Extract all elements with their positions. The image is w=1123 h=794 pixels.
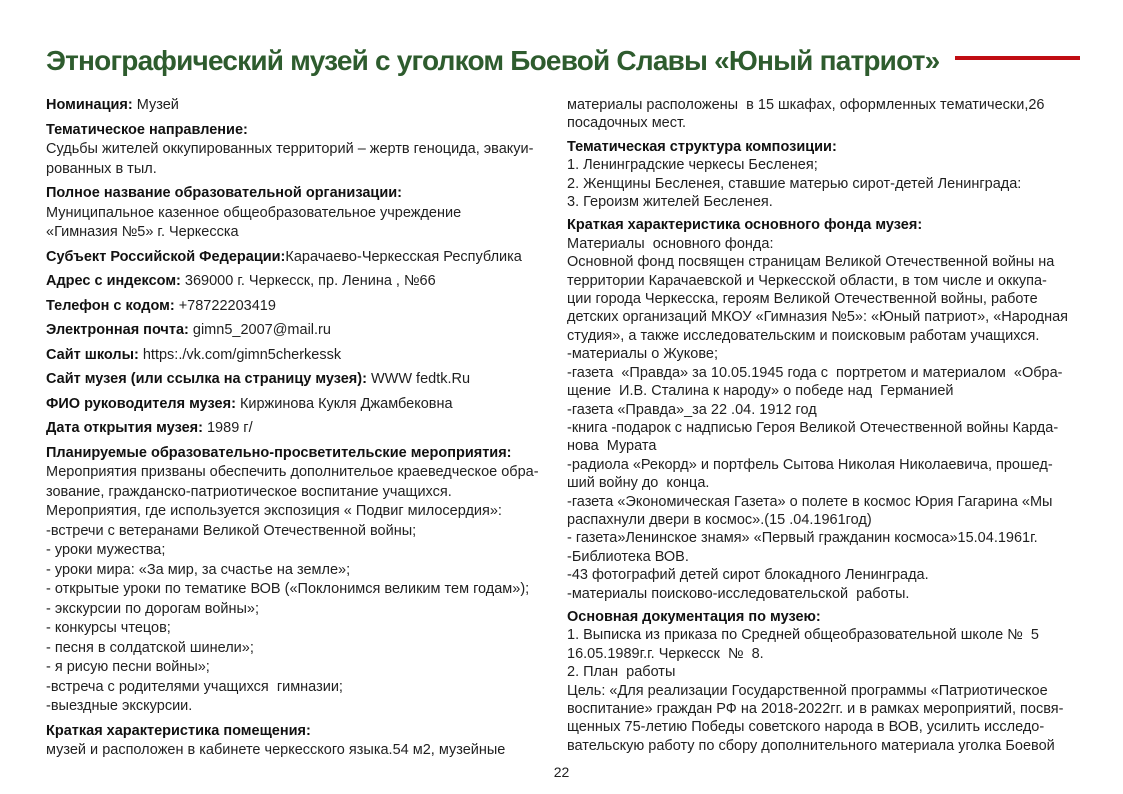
section-heading: Тематическое направление: [46,121,248,138]
text-line: «Гимназия №5» г. Черкесска [46,224,239,240]
text-line: 2. План работы [567,664,676,681]
text-line: 1. Ленинградские черкесы Бесленея; [567,157,818,174]
field-email [46,321,552,341]
section-thematic-structure [567,138,1080,212]
field-label: Телефон с кодом: [46,297,175,314]
text-line: -газета «Экономическая Газета» о полете в космос Юрия Гагарина «Мы [567,493,1053,510]
text-line: -встречи с ветеранами Великой Отечественной войны; [46,522,417,539]
text-line: -выездные экскурсии. [46,698,193,714]
text-line: вательскую работу по сбору дополнительного материала уголка Боевой [567,737,1055,754]
text-line: материалы расположены в 15 шкафах, оформленных тематически,26 [567,97,1045,113]
text-line: - уроки мужества; [46,542,166,558]
field-phone [46,297,552,317]
text-line: -газета «Правда»_за 22 .04. 1912 год [567,401,817,418]
text-line: -радиола «Рекорд» и портфель Сытова Николая Николаевича, прошед- [567,456,1053,473]
section-organization-name [46,184,552,243]
title-accent-rule [955,56,1080,60]
text-line: детских организаций МКОУ «Гимназия №5»: «Юный патриот», «Народная [567,309,1068,326]
field-value: WWW fedtk.Ru [366,371,471,387]
field-value: gimn5_2007@mail.ru [188,322,331,338]
section-main-fund [567,216,1080,603]
section-planned-events [46,444,552,717]
field-opening-date [46,419,552,439]
section-lines [567,96,1080,133]
text-line: зование, гражданско-патриотическое воспитание учащихся. [46,483,452,500]
text-line: нова Мурата [567,438,657,455]
text-line: -встреча с родителями учащихся гимназии; [46,678,343,695]
page-number: 22 [553,764,570,780]
field-nomination [46,96,552,116]
title-row [46,44,1080,78]
section-lines [46,204,552,243]
page-title: Этнографический музей с уголком Боевой Славы «Юный патриот» [46,45,940,76]
field-label: Адрес с индексом: [46,273,181,289]
section-heading: Полное название образовательной организации: [46,185,402,201]
field-federation-subject [46,248,552,268]
text-line: -43 фотографий детей сирот блокадного Ленинграда. [567,567,929,584]
field-label: Номинация: [46,97,133,113]
text-line: студия», а также исследовательским и поисковым работам учащихся. [567,327,1040,344]
text-line: Судьбы жителей оккупированных территорий – жертв геноцида, эвакуи- [46,141,534,157]
field-value: 369000 г. Черкесск, пр. Ленина , №66 [180,273,436,289]
text-line: ции города Черкесска, героям Великой Отечественной войны, работе [567,291,1038,308]
section-lines [567,626,1080,755]
text-line: Цель: «Для реализации Государственной программы «Патриотическое [567,682,1048,699]
text-line: -Библиотека ВОВ. [567,548,689,565]
section-heading: Краткая характеристика основного фонда музея: [567,217,923,234]
text-line: посадочных мест. [567,115,687,132]
text-line: Мероприятия призваны обеспечить дополнительое краеведческое обра- [46,464,539,480]
section-lines [567,235,1080,603]
text-line: 1. Выписка из приказа по Средней общеобразовательной школе № 5 [567,627,1039,644]
text-line: распахнули двери в космос».(15 .04.1961год) [567,511,872,528]
field-label: Дата открытия музея: [46,420,203,436]
field-label: ФИО руководителя музея: [46,395,236,412]
field-value: https:./vk.com/gimn5cherkessk [138,346,342,363]
section-heading: Тематическая структура композиции: [567,138,837,155]
text-line: щение И.В. Сталина к народу» о победе над Германией [567,383,954,400]
text-line: -материалы о Жукове; [567,346,718,363]
right-column [567,96,1080,766]
field-label: Сайт школы: [46,346,139,363]
field-label: Сайт музея (или ссылка на страницу музея): [46,371,367,387]
field-value: Карачаево-Черкесская Республика [285,248,522,265]
section-premises-description [46,722,552,761]
field-value: Киржинова Кукля Джамбековна [235,395,453,412]
field-value: +78722203419 [174,297,276,314]
field-museum-site [46,370,552,390]
section-lines [46,741,552,761]
text-line: Материалы основного фонда: [567,235,774,252]
section-heading: Основная документация по музею: [567,608,821,625]
text-line: - экскурсии по дорогам войны»; [46,600,260,617]
field-value: Музей [132,97,179,113]
text-line: - я рисую песни войны»; [46,659,210,675]
section-thematic-direction [46,121,552,180]
text-line: щенных 75-летию Победы советского народа в ВОВ, усилить исследо- [567,719,1045,736]
content-columns [46,96,1080,766]
text-line: территории Карачаевской и Черкесской области, в том числе и оккупа- [567,272,1047,289]
text-line: 3. Героизм жителей Бесленея. [567,194,773,211]
text-line: - открытые уроки по тематике ВОВ («Поклонимся великим тем годам»); [46,581,530,597]
text-line: воспитание» граждан РФ на 2018-2022гг. и в рамках мероприятий, посвя- [567,701,1064,717]
section-lines [46,463,552,717]
text-line: -материалы поисково-исследовательской работы. [567,585,910,602]
field-label: Субъект Российской Федерации: [46,248,286,265]
section-heading: Краткая характеристика помещения: [46,722,311,739]
text-line: - конкурсы чтецов; [46,620,171,636]
text-line: Мероприятия, где используется экспозиция « Подвиг милосердия»: [46,503,502,519]
field-value: 1989 г/ [202,420,253,436]
text-line: ший войну до конца. [567,475,710,492]
field-label: Электронная почта: [46,322,189,338]
text-line: 2. Женщины Бесленея, ставшие матерью сирот-детей Ленинграда: [567,175,1022,192]
field-address [46,272,552,292]
text-line: - песня в солдатской шинели»; [46,639,254,656]
left-column [46,96,552,766]
section-heading: Планируемые образовательно-просветительские мероприятия: [46,444,512,461]
text-line: -книга -подарок с надписью Героя Великой Отечественной войны Карда- [567,419,1059,436]
text-line: - газета»Ленинское знамя» «Первый гражданин космоса»15.04.1961г. [567,530,1038,547]
section-lines [46,140,552,179]
field-school-site [46,346,552,366]
text-line: Основной фонд посвящен страницам Великой Отечественной войны на [567,254,1055,271]
section-main-documentation [567,608,1080,755]
text-line: Муниципальное казенное общеобразовательное учреждение [46,204,462,221]
page-footer [0,764,1123,780]
field-museum-head [46,395,552,415]
section-premises-continuation [567,96,1080,133]
text-line: рованных в тыл. [46,160,157,177]
text-line: -газета «Правда» за 10.05.1945 года с портретом и материалом «Обра- [567,364,1063,381]
text-line: музей и расположен в кабинете черкесского языка.54 м2, музейные [46,742,506,758]
text-line: - уроки мира: «За мир, за счастье на земле»; [46,561,351,578]
section-lines [567,156,1080,211]
text-line: 16.05.1989г.г. Черкесск № 8. [567,645,764,662]
